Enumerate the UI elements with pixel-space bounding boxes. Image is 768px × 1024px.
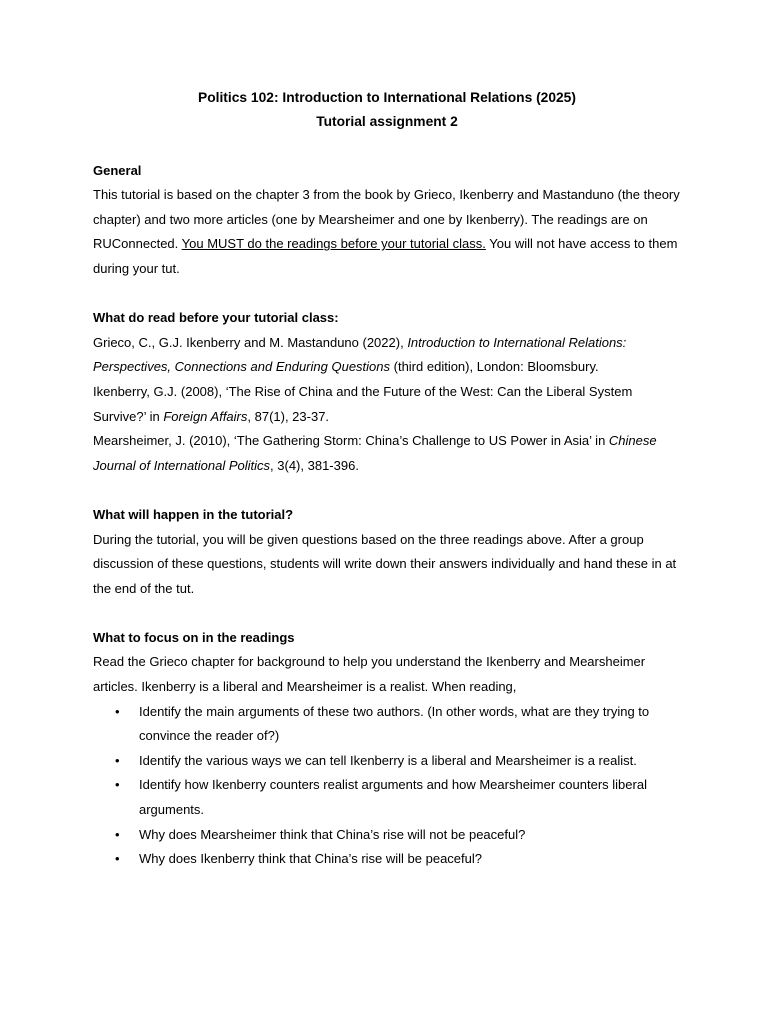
document-header (91, 86, 683, 134)
general-paragraph (93, 183, 683, 281)
spacer (93, 478, 683, 503)
list-item-text: Why does Ikenberry think that China’s rise will be peaceful? (139, 851, 482, 867)
list-item (93, 773, 683, 822)
list-item-text: Identify how Ikenberry counters realist arguments and how Mearsheimer counters liberal arguments. (139, 777, 647, 818)
bullet-icon: • (115, 777, 120, 793)
section-heading-general: General (93, 162, 142, 178)
list-item (93, 700, 683, 749)
reading-reference (93, 429, 683, 478)
list-item (93, 847, 683, 872)
list-item (93, 823, 683, 848)
spacer (93, 601, 683, 626)
section-focus (93, 626, 683, 872)
section-tutorial (93, 503, 683, 601)
reading-title-italic: Foreign Affairs (163, 408, 248, 424)
focus-bullet-list (93, 700, 683, 872)
section-general (93, 159, 683, 282)
list-item (93, 749, 683, 774)
bullet-icon: • (115, 826, 120, 842)
reading-text: Ikenberry, G.J. (2008), ‘The Rise of China and the Future of the West: Can the Liberal System Survive?’ in (93, 383, 633, 424)
focus-intro-paragraph: Read the Grieco chapter for background to help you understand the Ikenberry and Mearsheimer articles. Ikenberry is a liberal and Mearsheimer is a realist. When reading, (93, 654, 646, 695)
reading-text: , 3(4), 381-396. (270, 457, 359, 473)
reading-title-italic: Chinese Journal of International Politics (93, 433, 657, 473)
spacer (93, 134, 683, 159)
tutorial-paragraph: During the tutorial, you will be given questions based on the three readings above. After a group discussion of these questions, students will write down their answers individually and hand these in at the end of the tut. (93, 531, 677, 596)
section-heading-tutorial: What will happen in the tutorial? (93, 506, 294, 522)
section-heading-readings: What do read before your tutorial class: (93, 310, 339, 326)
reading-reference (93, 380, 683, 429)
reading-text: Mearsheimer, J. (2010), ‘The Gathering Storm: China’s Challenge to US Power in Asia’ in (93, 433, 609, 449)
reading-text: , 87(1), 23-37. (247, 408, 330, 424)
general-text-before: This tutorial is based on the chapter 3 from the book by Grieco, Ikenberry and Mastanduno (the theory chapter) and two more articles (one by Mearsheimer and one by Ikenberry). The readings are on RUConnected. (93, 187, 680, 252)
document-subtitle: Tutorial assignment 2 (316, 114, 458, 129)
reading-reference (93, 331, 683, 380)
general-text-underlined: You MUST do the readings before your tutorial class. (181, 236, 486, 252)
list-item-text: Identify the various ways we can tell Ikenberry is a liberal and Mearsheimer is a realist. (139, 752, 637, 768)
bullet-icon: • (115, 851, 120, 867)
general-text-after: You will not have access to them during your tut. (93, 236, 678, 276)
section-heading-focus: What to focus on in the readings (93, 629, 295, 645)
document-title: Politics 102: Introduction to International Relations (2025) (198, 90, 576, 105)
reading-text: (third edition), London: Bloomsbury. (390, 359, 599, 375)
document-page (93, 86, 683, 872)
reading-text: Grieco, C., G.J. Ikenberry and M. Mastanduno (2022), (93, 334, 408, 350)
bullet-icon: • (115, 752, 120, 768)
section-readings (93, 306, 683, 478)
list-item-text: Identify the main arguments of these two authors. (In other words, what are they trying to convince the reader of?) (139, 703, 650, 744)
list-item-text: Why does Mearsheimer think that China’s rise will not be peaceful? (139, 826, 526, 842)
reading-title-italic: Introduction to International Relations: Perspectives, Connections and Enduring Questions (93, 334, 627, 375)
spacer (93, 282, 683, 307)
bullet-icon: • (115, 703, 120, 719)
